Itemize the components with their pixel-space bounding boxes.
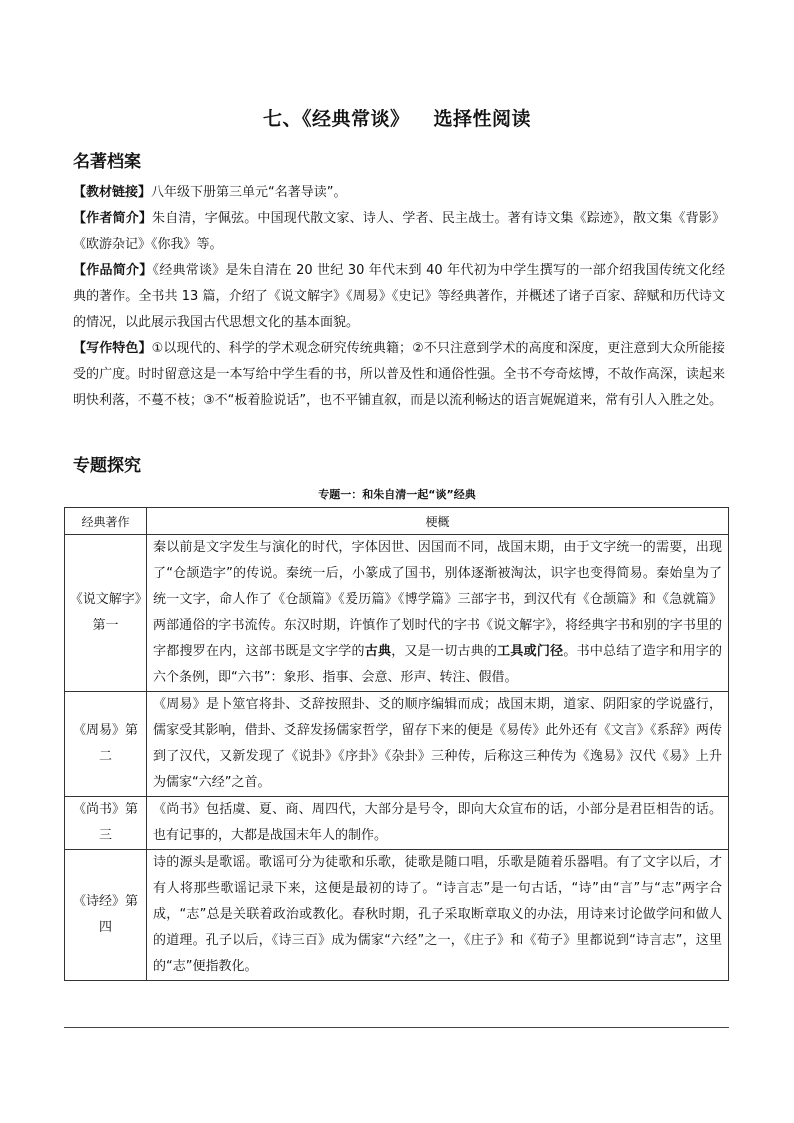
text-textbook-link: 八年级下册第三单元“名著导读”。: [151, 185, 347, 200]
summary-emphasis: 工具或门径: [497, 644, 564, 659]
table-caption: 专题一：和朱自清一起“谈”经典: [318, 488, 476, 501]
table-row: [65, 850, 729, 981]
book-cell: 《诗经》第四: [65, 850, 147, 981]
header-summary: 梗概: [147, 508, 729, 535]
classics-table: [64, 507, 729, 981]
page-title: [0, 104, 794, 131]
table-row: [65, 797, 729, 850]
summary-cell: 《周易》是卜筮官将卦、爻辞按照卦、爻的顺序编辑而成；战国末期，道家、阴阳家的学说盛行，儒家受其影响，借卦、爻辞发扬儒家哲学，留存下来的便是《易传》此外还有《文言》《系辞》两传到了汉代，又新发现了《说卦》《序卦》《杂卦》三种传，后称这三种传为《逸易》汉代《易》上升为儒家“六经”之首。: [147, 692, 729, 797]
table-header-row: [65, 508, 729, 535]
label-writing-style: 【写作特色】: [73, 341, 152, 356]
summary-emphasis: 古典: [364, 644, 392, 659]
table-row: [65, 535, 729, 692]
text-author: 朱自清，字佩弦。中国现代散文家、诗人、学者、民主战士。著有诗文集《踪迹》，散文集《背影》《欧游杂记》《你我》等。: [73, 211, 725, 252]
summary-text: 秦以前是文字发生与演化的时代，字体因世、因国而不同，战国末期，由于文字统一的需要，出现了“仓颉造字”的传说。秦统一后，小篆成了国书，别体逐渐被淘汰，识字也变得简易。秦始皇为了统一文字，命人作了《仓颉篇》《爰历篇》《博学篇》三部字书，到汉代有《仓颉篇》和《急就篇》两部通俗的字书流传。东汉时期，许慎作了划时代的字书《说文解字》，将经典字书和别的字书里的字都搜罗在内，这部书既是文字学的: [153, 540, 722, 659]
summary-cell: 诗的源头是歌谣。歌谣可分为徒歌和乐歌，徒歌是随口唱，乐歌是随着乐器唱。有了文字以后，才有人将那些歌谣记录下来，这便是最初的诗了。“诗言志”是一句古话，“诗”由“言”与“志”两字合成，“志”总是关联着政治或教化。春秋时期，孔子采取断章取义的办法，用诗来讨论做学问和做人的道理。孔子以后，《诗三百》成为儒家“六经”之一，《庄子》和《荀子》里都说到“诗言志”，这里的“志”便指教化。: [147, 850, 729, 981]
book-cell: 《尚书》第三: [65, 797, 147, 850]
paragraph-author: [73, 206, 725, 258]
label-work-intro: 【作品简介】: [73, 263, 153, 278]
text-writing-style: ①以现代的、科学的学术观念研究传统典籍；②不只注意到学术的高度和深度，更注意到大众所能接受的广度。时时留意这是一本写给中学生看的书，所以普及性和通俗性强。全书不夸奇炫博，不故作高深，读起来明快利落，不蔓不枝；③不“板着脸说话”，也不平铺直叙，而是以流利畅达的语言娓娓道来，常有引人入胜之处。: [73, 341, 725, 408]
title-main: 七、《经典常谈》: [262, 108, 410, 130]
table-row: [65, 692, 729, 797]
summary-text: 。书中总结了造字和用字的六个条例，即“六书”：象形、指事、会意、形声、转注、假借。: [153, 644, 722, 685]
footer-divider: [64, 1027, 729, 1028]
title-sub: 选择性阅读: [433, 108, 532, 130]
summary-cell: [147, 535, 729, 692]
book-cell: 《周易》第二: [65, 692, 147, 797]
summary-cell: 《尚书》包括虞、夏、商、周四代，大部分是号令，即向大众宣布的话，小部分是君臣相告的话。也有记事的，大都是战国末年人的制作。: [147, 797, 729, 850]
paragraph-writing-style: [73, 336, 725, 414]
section-heading-topics: 专题探究: [73, 456, 141, 476]
text-work-intro: 《经典常谈》是朱自清在 20 世纪 30 年代末到 40 年代初为中学生撰写的一部介绍我国传统文化经典的著作。全书共 13 篇，介绍了《说文解字》《周易》《史记》等经典著作，并概述了诸子百家、辞赋和历代诗文的情况，以此展示我国古代思想文化的基本面貌。: [73, 263, 725, 330]
section-heading-profile: 名著档案: [73, 152, 141, 172]
paragraph-work-intro: [73, 258, 725, 336]
label-textbook-link: 【教材链接】: [73, 185, 152, 200]
book-cell: 《说文解字》第一: [65, 535, 147, 692]
summary-text: ，又是一切古典的: [391, 644, 498, 659]
paragraph-textbook-link: [73, 180, 725, 206]
label-author: 【作者简介】: [73, 211, 153, 226]
header-classic-work: 经典著作: [65, 508, 147, 535]
